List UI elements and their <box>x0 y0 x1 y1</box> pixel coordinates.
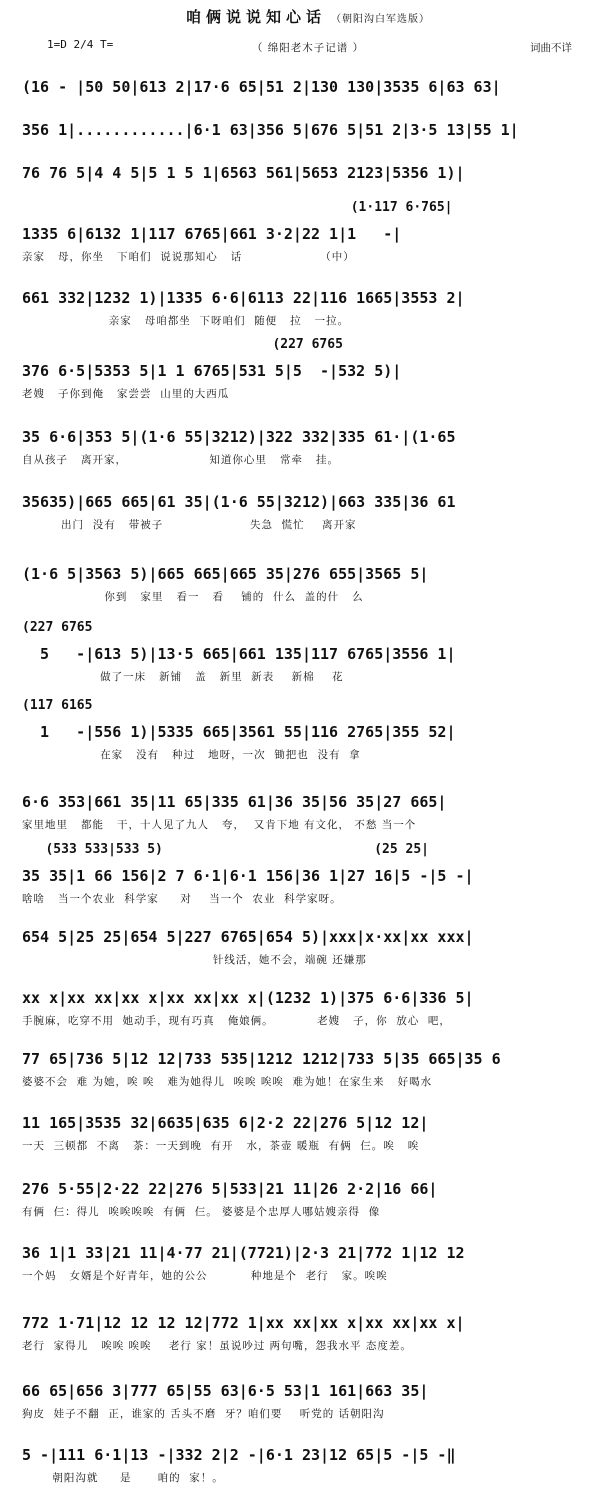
lyric-line: 婆婆不会 难 为她，唉 唉 难为她得儿 唉唉 唉唉 难为她！在家生来 好喝水 <box>22 1076 433 1088</box>
notation-line: 36 1|1 33|21 11|4·77 21|(7721)|2·3 21|772 1|12 12 <box>22 1244 465 1262</box>
notation-line: 35 35|1 66 156|2 7 6·1|6·1 156|36 1|27 16|5 -|5 -| <box>22 867 474 885</box>
lyric-line: 狗皮 娃子不翻 正，谁家的 舌头不磨 牙？咱们要 听党的 话朝阳沟 <box>22 1408 385 1420</box>
lyric-line: 有俩 仨：得儿 唉唉唉唉 有俩 仨。 婆婆是个忠厚人哪姑嫂亲得 像 <box>22 1206 381 1218</box>
prelude-line: (117 6165 <box>22 698 93 713</box>
lyric-line: 手腕麻，吃穿不用 她动手，现有巧真 俺娘俩。 老嫂 子，你 放心 吧， <box>22 1015 451 1027</box>
notation-line: 1335 6|6132 1|117 6765|661 3·2|22 1|1 -| <box>22 225 402 243</box>
notation-line: 35635)|665 665|61 35|(1·6 55|3212)|663 335|36 61 <box>22 493 456 511</box>
notation-line: 11 165|3535 32|6635|635 6|2·2 22|276 5|12 12| <box>22 1114 429 1132</box>
notation-line: (16 - |50 50|613 2|17·6 65|51 2|130 130|3535 6|63 63| <box>22 78 501 96</box>
notation-line: 5 -|613 5)|13·5 665|661 135|117 6765|3556 1| <box>22 645 456 663</box>
lyric-line: 亲家 母，你坐 下咱们 说说那知心 话 （中） <box>22 251 355 263</box>
lyric-line: 做了一床 新铺 盖 新里 新表 新棉 花 <box>22 671 344 683</box>
lyric-line: 啥啥 当一个农业 科学家 对 当一个 农业 科学家呀。 <box>22 893 342 905</box>
notation-line: 654 5|25 25|654 5|227 6765|654 5)|xxx|x·xx|xx xxx| <box>22 928 474 946</box>
lyric-line: 一天 三顿都 不离 茶：一天到晚 有开 水，茶壶 暖瓶 有俩 仨。唉 唉 <box>22 1140 420 1152</box>
lyric-line: 亲家 母咱都坐 下呀咱们 随便 拉 一拉。 <box>22 315 350 327</box>
prelude-line: (227 6765 <box>22 337 343 352</box>
lyric-line: 你到 家里 看一 看 铺的 什么 盖的什 么 <box>22 591 364 603</box>
song-version: （朝阳沟白军选版） <box>331 14 431 25</box>
notation-line: 5 -|111 6·1|13 -|332 2|2 -|6·1 23|12 65|5 -|5 -‖ <box>22 1446 456 1464</box>
notation-line: 77 65|736 5|12 12|733 535|1212 1212|733 5|35 665|35 6 <box>22 1050 501 1068</box>
notation-line: 356 1|............|6·1 63|356 5|676 5|51 2|3·5 13|55 1| <box>22 121 519 139</box>
notation-line: 6·6 353|661 35|11 65|335 61|36 35|56 35|27 665| <box>22 793 447 811</box>
notation-line: 661 332|1232 1)|1335 6·6|6113 22|116 1665|3553 2| <box>22 289 465 307</box>
lyric-line: 一个妈 女婿是个好青年，她的公公 种地是个 老行 家。唉唉 <box>22 1270 388 1282</box>
prelude-line: (1·117 6·765| <box>22 200 453 215</box>
notation-line: 276 5·55|2·22 22|276 5|533|21 11|26 2·2|16 66| <box>22 1180 438 1198</box>
notation-line: 66 65|656 3|777 65|55 63|6·5 53|1 161|663 35| <box>22 1382 429 1400</box>
lyric-line: 出门 没有 带被子 失急 慌忙 离开家 <box>22 519 357 531</box>
lyric-line: 针线活，她不会，端碗 还嫌那 <box>22 954 367 966</box>
lyric-line: 在家 没有 种过 地呀，一次 锄把也 没有 拿 <box>22 749 361 761</box>
notation-line: (1·6 5|3563 5)|665 665|665 35|276 655|3565 5| <box>22 565 429 583</box>
lyric-line: 朝阳沟就 是 咱的 家！。 <box>22 1472 224 1484</box>
key-signature: 1=D 2/4 T= <box>47 38 114 51</box>
lyric-line: 家里地里 都能 干，十人见了九人 夸， 又肯下地 有文化， 不愁 当一个 <box>22 819 417 831</box>
notation-line: xx x|xx xx|xx x|xx xx|xx x|(1232 1)|375 6·6|336 5| <box>22 989 474 1007</box>
notation-line: 772 1·71|12 12 12 12|772 1|xx xx|xx x|xx xx|xx x| <box>22 1314 465 1332</box>
prelude-line: (533 533|533 5) (25 25| <box>22 842 429 857</box>
song-title: 咱俩说说知心话 <box>185 8 326 26</box>
song-title-block <box>0 6 616 27</box>
lyric-line: 老嫂 子你到俺 家尝尝 山里的大西瓜 <box>22 388 230 400</box>
notation-line: 376 6·5|5353 5|1 1 6765|531 5|5 -|532 5)| <box>22 362 402 380</box>
notation-line: 35 6·6|353 5|(1·6 55|3212)|322 332|335 61·|(1·65 <box>22 428 456 446</box>
notation-line: 1 -|556 1)|5335 665|3561 55|116 2765|355 52| <box>22 723 456 741</box>
lyric-line: 自从孩子 离开家， 知道你心里 常牵 挂。 <box>22 454 339 466</box>
credit-note: 词曲不详 <box>530 42 572 54</box>
prelude-line: (227 6765 <box>22 620 93 635</box>
lyric-line: 老行 家得儿 唉唉 唉唉 老行 家！虽说吵过 两句嘴，怨我水平 态度差。 <box>22 1340 412 1352</box>
notation-line: 76 76 5|4 4 5|5 1 5 1|6563 561|5653 2123|5356 1)| <box>22 164 465 182</box>
transcriber-note: （ 绵阳老木子记谱 ） <box>251 42 365 54</box>
